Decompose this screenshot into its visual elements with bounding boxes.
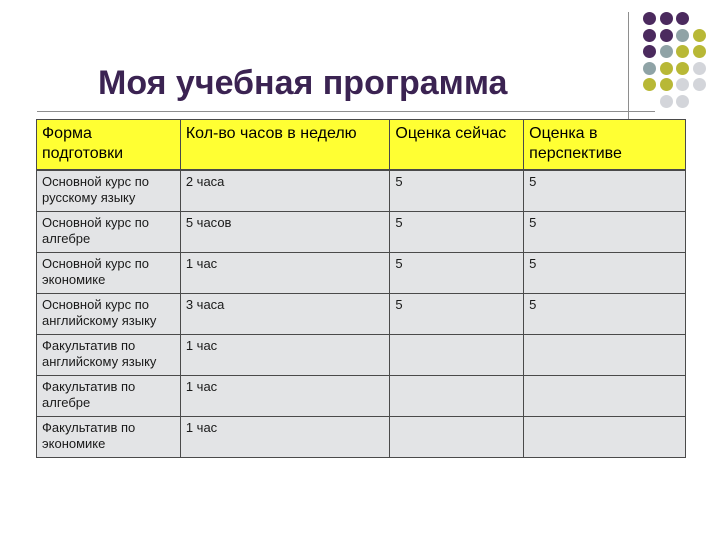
decorative-dot [676,78,689,91]
cell-current-grade [390,335,524,376]
cell-hours: 2 часа [180,170,390,212]
decorative-dot [643,29,656,42]
header-cell-hours: Кол-во часов в неделю [180,120,390,171]
cell-prospective-grade [524,335,686,376]
cell-form: Основной курс по экономике [37,253,181,294]
vertical-divider [628,12,629,122]
decorative-dot [643,62,656,75]
decorative-dot [643,78,656,91]
cell-form: Основной курс по русскому языку [37,170,181,212]
header-cell-form: Форма подготовки [37,120,181,171]
cell-current-grade: 5 [390,253,524,294]
cell-current-grade [390,417,524,458]
table-row [37,253,686,294]
cell-form: Основной курс по алгебре [37,212,181,253]
cell-prospective-grade: 5 [524,253,686,294]
decorative-dot [660,95,673,108]
decorative-dot [643,12,656,25]
decorative-dot [660,29,673,42]
table-header-row [37,120,686,171]
cell-hours: 1 час [180,376,390,417]
cell-form: Факультатив по английскому языку [37,335,181,376]
decorative-dot [676,62,689,75]
cell-current-grade [390,376,524,417]
decorative-dot [693,78,706,91]
curriculum-table [36,119,686,458]
cell-current-grade: 5 [390,294,524,335]
decorative-dot [660,78,673,91]
cell-prospective-grade: 5 [524,294,686,335]
slide-title: Моя учебная программа [98,64,508,102]
cell-hours: 1 час [180,417,390,458]
header-cell-prospective-grade: Оценка в перспективе [524,120,686,171]
cell-form: Факультатив по экономике [37,417,181,458]
decorative-dot [660,62,673,75]
cell-hours: 1 час [180,253,390,294]
table-row [37,294,686,335]
cell-current-grade: 5 [390,212,524,253]
decorative-dot [676,45,689,58]
cell-current-grade: 5 [390,170,524,212]
table-row [37,170,686,212]
decorative-dot [660,12,673,25]
decorative-dot [693,62,706,75]
cell-prospective-grade [524,417,686,458]
decorative-dot [643,45,656,58]
cell-form: Факультатив по алгебре [37,376,181,417]
decorative-dot [676,29,689,42]
table-row [37,417,686,458]
decorative-dot [676,95,689,108]
cell-prospective-grade [524,376,686,417]
decorative-dot [693,29,706,42]
cell-form: Основной курс по английскому языку [37,294,181,335]
cell-prospective-grade: 5 [524,170,686,212]
cell-hours: 5 часов [180,212,390,253]
decorative-dot [676,12,689,25]
cell-hours: 1 час [180,335,390,376]
decorative-dot [693,45,706,58]
cell-hours: 3 часа [180,294,390,335]
cell-prospective-grade: 5 [524,212,686,253]
decorative-dot [660,45,673,58]
table-row [37,335,686,376]
table-row [37,376,686,417]
header-cell-current-grade: Оценка сейчас [390,120,524,171]
title-underline [37,111,655,112]
table-row [37,212,686,253]
